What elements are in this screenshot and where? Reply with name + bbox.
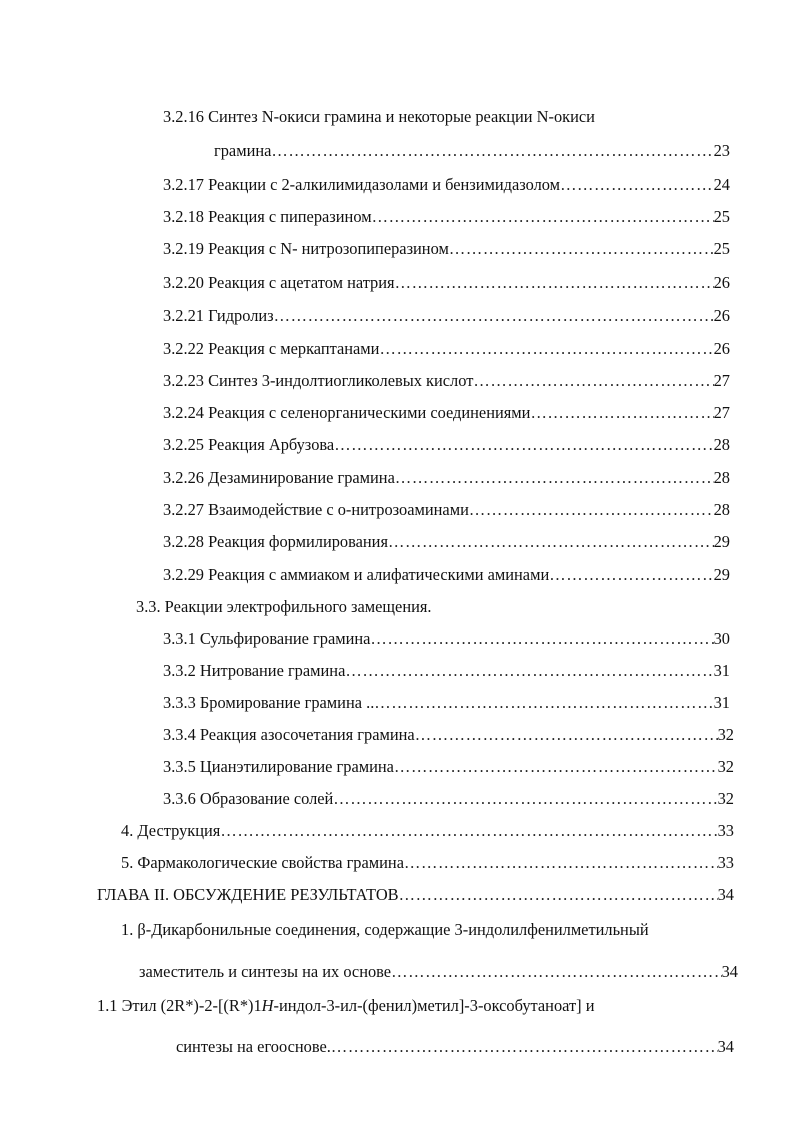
page-number: 28 [713, 468, 730, 487]
toc-entry-title-prefix: 1.1 Этил (2R*)-2-[(R*)1 [97, 996, 262, 1015]
dot-leader [404, 853, 718, 873]
dot-leader [220, 821, 717, 841]
toc-entry-3-3-3 [163, 693, 730, 713]
page-number: 32 [717, 757, 734, 776]
page-number: 26 [713, 273, 730, 292]
toc-entry-3-3-2 [163, 661, 730, 681]
dot-leader [530, 403, 713, 423]
toc-entry-title: 4. Деструкция [121, 821, 221, 840]
page-number: 25 [713, 239, 730, 258]
toc-entry-title: 3.2.16 Синтез N-окиси грамина и некоторые реакции N-окиси [163, 107, 595, 126]
page-number: 24 [713, 175, 730, 194]
toc-section-5 [121, 853, 734, 873]
dot-leader [395, 273, 714, 293]
toc-entry-title: 3.2.22 Реакция с меркаптанами [163, 339, 380, 358]
page-number: 32 [717, 725, 734, 744]
toc-entry-3-2-29 [163, 565, 730, 585]
dot-leader [345, 661, 713, 681]
toc-entry-1 [121, 920, 649, 940]
page-number: 31 [713, 661, 730, 680]
toc-entry-title: синтезы на егооснове. [176, 1037, 331, 1056]
italic-h: H [261, 996, 274, 1015]
dot-leader [370, 629, 713, 649]
toc-entry-3-2-25 [163, 435, 730, 455]
dot-leader [379, 339, 713, 359]
toc-entry-title: 3.3.6 Образование солей [163, 789, 334, 808]
page-number: 34 [721, 962, 738, 981]
toc-entry-title: 3.3.5 Цианэтилирование грамина [163, 757, 394, 776]
page-number: 33 [717, 821, 734, 840]
toc-entry-title: заместитель и синтезы на их основе [139, 962, 392, 981]
toc-chapter-title: ГЛАВА II. ОБСУЖДЕНИЕ РЕЗУЛЬТАТОВ [97, 885, 399, 904]
page-number: 29 [713, 565, 730, 584]
toc-section-3-3 [136, 597, 432, 617]
toc-entry-title: 3.2.25 Реакция Арбузова [163, 435, 335, 454]
dot-leader [449, 239, 714, 259]
dot-leader [274, 306, 714, 326]
toc-chapter-2 [97, 885, 734, 905]
toc-entry-title: 3.2.21 Гидролиз [163, 306, 274, 325]
page-number: 28 [713, 500, 730, 519]
toc-entry-title: 3.2.23 Синтез 3-индолтиогликолевых кислот [163, 371, 474, 390]
dot-leader [331, 1037, 718, 1057]
dot-leader [334, 435, 713, 455]
page-number: 32 [717, 789, 734, 808]
page-number: 28 [713, 435, 730, 454]
toc-entry-title: 3.2.24 Реакция с селенорганическими соединениями [163, 403, 531, 422]
page-number: 29 [713, 532, 730, 551]
toc-entry-title-suffix: -индол-3-ил-(фенил)метил]-3-оксобутаноат] и [273, 996, 595, 1015]
toc-entry-title: 3.2.19 Реакция с N- нитрозопиперазином [163, 239, 449, 258]
toc-entry-title: 3.2.27 Взаимодействие с о-нитрозоаминами [163, 500, 469, 519]
toc-entry-title: 3.3.4 Реакция азосочетания грамина [163, 725, 415, 744]
page-number: 30 [713, 629, 730, 648]
dot-leader [469, 500, 714, 520]
page-number: 26 [713, 339, 730, 358]
dot-leader [395, 468, 714, 488]
page-number: 26 [713, 306, 730, 325]
toc-entry-3-2-20 [163, 273, 730, 293]
toc-entry-title: 3.2.18 Реакция с пиперазином [163, 207, 372, 226]
page-number: 25 [713, 207, 730, 226]
toc-entry-title: 3.3.2 Нитрование грамина [163, 661, 346, 680]
dot-leader [549, 565, 713, 585]
toc-entry-title: 3.2.17 Реакции с 2-алкилимидазолами и бензимидазолом [163, 175, 561, 194]
toc-entry-1-1-cont [176, 1037, 734, 1057]
toc-entry-3-2-16-cont [214, 141, 730, 161]
toc-entry-3-2-26 [163, 468, 730, 488]
toc-entry-title: 3.3.3 Бромирование грамина .. [163, 693, 375, 712]
page-number: 27 [713, 403, 730, 422]
page-number: 31 [713, 693, 730, 712]
toc-section-4 [121, 821, 734, 841]
dot-leader [399, 885, 718, 905]
toc-entry-3-3-6 [163, 789, 734, 809]
toc-entry-3-2-16 [163, 107, 595, 127]
toc-entry-title: 3.2.29 Реакция с аммиаком и алифатическими аминами [163, 565, 550, 584]
page-number: 27 [713, 371, 730, 390]
toc-entry-3-2-19 [163, 239, 730, 259]
toc-entry-3-2-27 [163, 500, 730, 520]
toc-entry-title: грамина [214, 141, 272, 160]
page-number: 23 [713, 141, 730, 160]
toc-entry-3-2-23 [163, 371, 730, 391]
toc-entry-3-3-1 [163, 629, 730, 649]
toc-entry-3-2-28 [163, 532, 730, 552]
toc-entry-1-1 [97, 996, 594, 1016]
dot-leader [333, 789, 717, 809]
page-number: 34 [717, 1037, 734, 1056]
toc-entry-3-3-5 [163, 757, 734, 777]
toc-entry-title: 3.2.26 Дезаминирование грамина [163, 468, 395, 487]
toc-entry-3-2-24 [163, 403, 730, 423]
toc-entry-title: 3.3.1 Сульфирование грамина [163, 629, 371, 648]
toc-entry-title: 5. Фармакологические свойства грамина [121, 853, 404, 872]
toc-entry-3-2-21 [163, 306, 730, 326]
toc-entry-3-2-18 [163, 207, 730, 227]
dot-leader [473, 371, 713, 391]
toc-entry-title: 3.3. Реакции электрофильного замещения. [136, 597, 432, 616]
toc-entry-1-cont [139, 962, 738, 982]
toc-entry-3-2-22 [163, 339, 730, 359]
dot-leader [388, 532, 714, 552]
dot-leader [415, 725, 718, 745]
toc-entry-title: 3.2.28 Реакция формилирования [163, 532, 388, 551]
dot-leader [560, 175, 714, 195]
toc-entry-title: 1. β-Дикарбонильные соединения, содержащие 3-индолилфенилметильный [121, 920, 649, 939]
dot-leader [271, 141, 713, 161]
dot-leader [391, 962, 722, 982]
dot-leader [374, 693, 713, 713]
dot-leader [394, 757, 718, 777]
page-number: 34 [717, 885, 734, 904]
toc-entry-title: 3.2.20 Реакция с ацетатом натрия [163, 273, 395, 292]
dot-leader [372, 207, 714, 227]
page-number: 33 [717, 853, 734, 872]
toc-entry-3-3-4 [163, 725, 734, 745]
toc-entry-3-2-17 [163, 175, 730, 195]
